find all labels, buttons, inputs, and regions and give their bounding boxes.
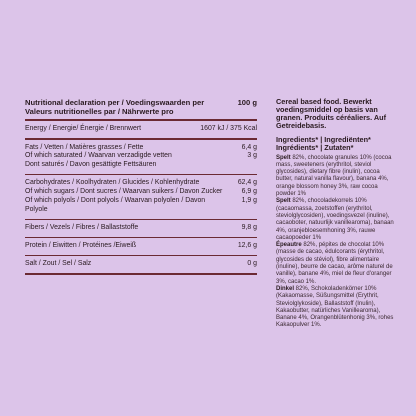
nutrient-label: Energy / Energie/ Énergie / Brennwert (25, 125, 142, 133)
ingredients-heading: Ingredients* | Ingrediënten* Ingrédients* | Zutaten* (276, 135, 371, 153)
ingredient-text: 82%, chocolate granules 10% (cocoa mass, sweeteners (erythritol, steviol glycosides), dietary fibre (inulin), cocoa butter, natural vanilla flavour), banana 4%, orange blossom honey 3%, raw cocoa powder 1% (276, 154, 392, 198)
ingredient-lead: Dinkel (276, 285, 295, 292)
ingredient-lead: Spelt (276, 198, 291, 205)
ingredient-lead: Spelt (276, 154, 291, 161)
ingredient-paragraph (276, 155, 394, 199)
nutrient-label: Protein / Eiwitten / Protéines /Eiweiß (25, 242, 137, 250)
nutrition-table (25, 98, 257, 275)
nutrition-row (25, 220, 257, 237)
nutrition-title: Nutritional declaration per / Voedingswaarden per Valeurs nutritionelles par / Nährwerte pro (25, 98, 205, 117)
ingredient-paragraph (276, 286, 394, 330)
ingredient-text: 82%, chocoladekorrels 10% (cacaomassa, zoetstoffen (erythritol, steviolglycosiden), voedingsvezel (inuline), cacaoboter, natuurlijk vanillearoma), banaan 4%, oranjebloesemhoning 3%, rauwe cacaopoeder 1% (276, 198, 394, 241)
nutrient-value: 62,4 g 6,9 g 1,9 g (237, 179, 257, 205)
nutrition-row (25, 256, 257, 273)
nutrition-row (25, 175, 257, 219)
ingredient-text: 82%, Schokoladenkörner 10% (Kakaomasse, Süßungsmittel (Erythrit, Steviolglykoside), Ballaststoff (Inulin), Kakaobutter, natürliches Vanillearoma), Banane 4%, Orangenblütenhonig 3%, rohes Kakaopulver 1%. (276, 285, 394, 329)
nutrition-header (25, 98, 257, 116)
ingredient-paragraph (276, 242, 394, 286)
nutrition-row (25, 238, 257, 255)
nutrition-amount: 100 g (237, 98, 257, 107)
ingredient-text: 82%, pépites de chocolat 10% (masse de cacao, édulcorants (érythritol, glycosides de stéviol), fibre alimentaire (inuline), beurre de cacao, arôme naturel de vanille), banane 4%, miel de fleur d'oranger 3%, cacao 1%. (276, 242, 393, 285)
nutrient-value: 9,8 g (241, 224, 257, 232)
nutrient-label: Fibers / Vezels / Fibres / Ballaststoffe (25, 224, 139, 232)
nutrient-label: Fats / Vetten / Matières grasses / Fette Of which saturated / Waarvan verzadigde vetten Dont saturés / Davon gesättigte Fettsäuren (25, 143, 172, 169)
ingredients-panel (276, 98, 394, 330)
nutrient-value: 12,6 g (237, 242, 257, 250)
row-rule (25, 273, 257, 274)
nutrient-label: Salt / Zout / Sel / Salz (25, 260, 92, 268)
nutrient-label: Carbohydrates / Koolhydraten / Glucides / Kohlenhydrate Of which sugars / Dont sucres / Waarvan suikers / Davon Zucker Of which polyols / Dont polyols / Waarvan polyolen / Davon Polyole (25, 179, 223, 214)
ingredient-lead: Épeautre (276, 242, 302, 249)
ingredient-paragraph (276, 198, 394, 242)
nutrient-value: 6,4 g 3 g (241, 143, 257, 160)
nutrient-value: 0 g (247, 260, 257, 268)
product-description: Cereal based food. Bewerkt voedingsmiddel op basis van granen. Produits céréaliers. Auf Getreidebasis. (276, 97, 387, 131)
nutrient-value: 1607 kJ / 375 Kcal (200, 125, 257, 133)
ingredients-list (276, 155, 394, 330)
nutrition-groups (25, 121, 257, 274)
nutrition-row (25, 140, 257, 175)
nutrition-row (25, 121, 257, 138)
